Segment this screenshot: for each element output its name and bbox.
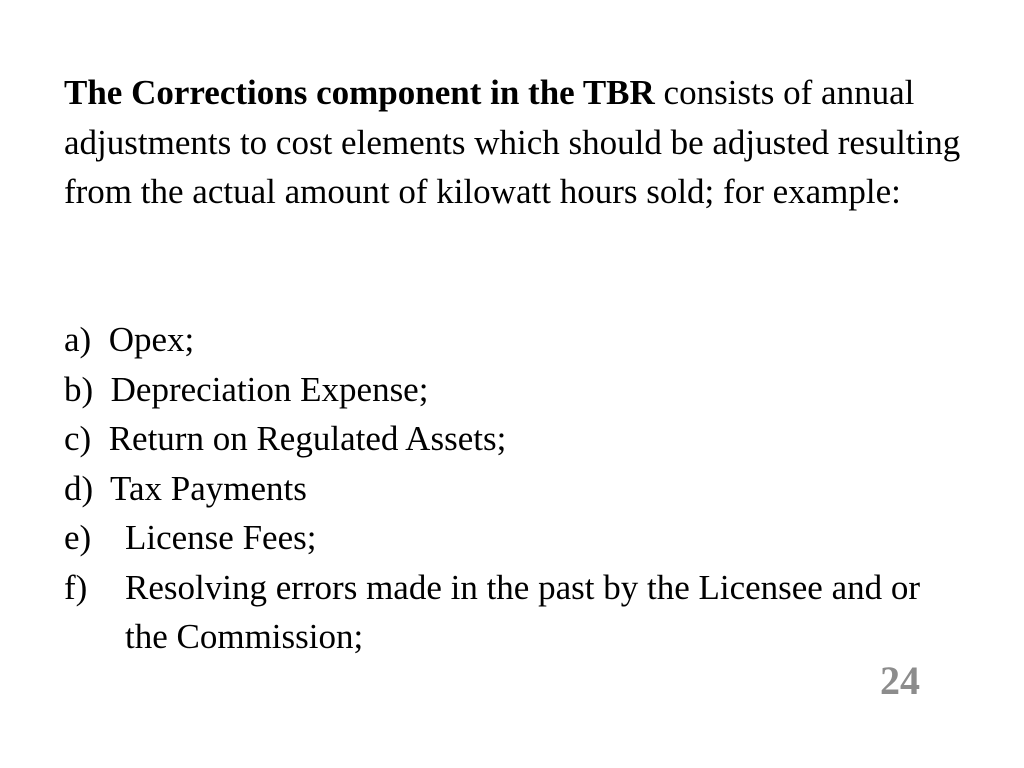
list-item bbox=[64, 365, 964, 415]
list-item-text: Resolving errors made in the past by the Licensee and or the Commission; bbox=[125, 567, 921, 656]
intro-body-text: consists of annual adjustments to cost elements which should be adjusted resulting from the actual amount of kilowatt hours sold; for example: bbox=[64, 73, 961, 211]
list-item-marker: c) bbox=[64, 419, 92, 458]
list-item-marker: a) bbox=[64, 320, 92, 359]
intro-paragraph bbox=[64, 68, 964, 217]
list-item-text: Return on Regulated Assets; bbox=[108, 419, 507, 458]
corrections-list bbox=[64, 315, 964, 662]
list-item-marker: f) bbox=[64, 567, 88, 607]
intro-bold-heading: The Corrections component in the TBR bbox=[64, 73, 655, 112]
list-item bbox=[64, 464, 964, 514]
list-item-text: License Fees; bbox=[125, 518, 317, 557]
list-item-marker: e) bbox=[64, 518, 92, 557]
list-item bbox=[64, 315, 964, 365]
page-number: 24 bbox=[880, 658, 920, 703]
list-item-text: Tax Payments bbox=[110, 468, 307, 508]
list-item-text: Opex; bbox=[108, 320, 195, 359]
list-item bbox=[64, 513, 964, 563]
list-item-marker: b) bbox=[64, 369, 94, 409]
list-item-marker: d) bbox=[64, 468, 94, 508]
list-item bbox=[64, 563, 964, 662]
list-item-text: Depreciation Expense; bbox=[110, 369, 429, 409]
list-item bbox=[64, 414, 964, 464]
